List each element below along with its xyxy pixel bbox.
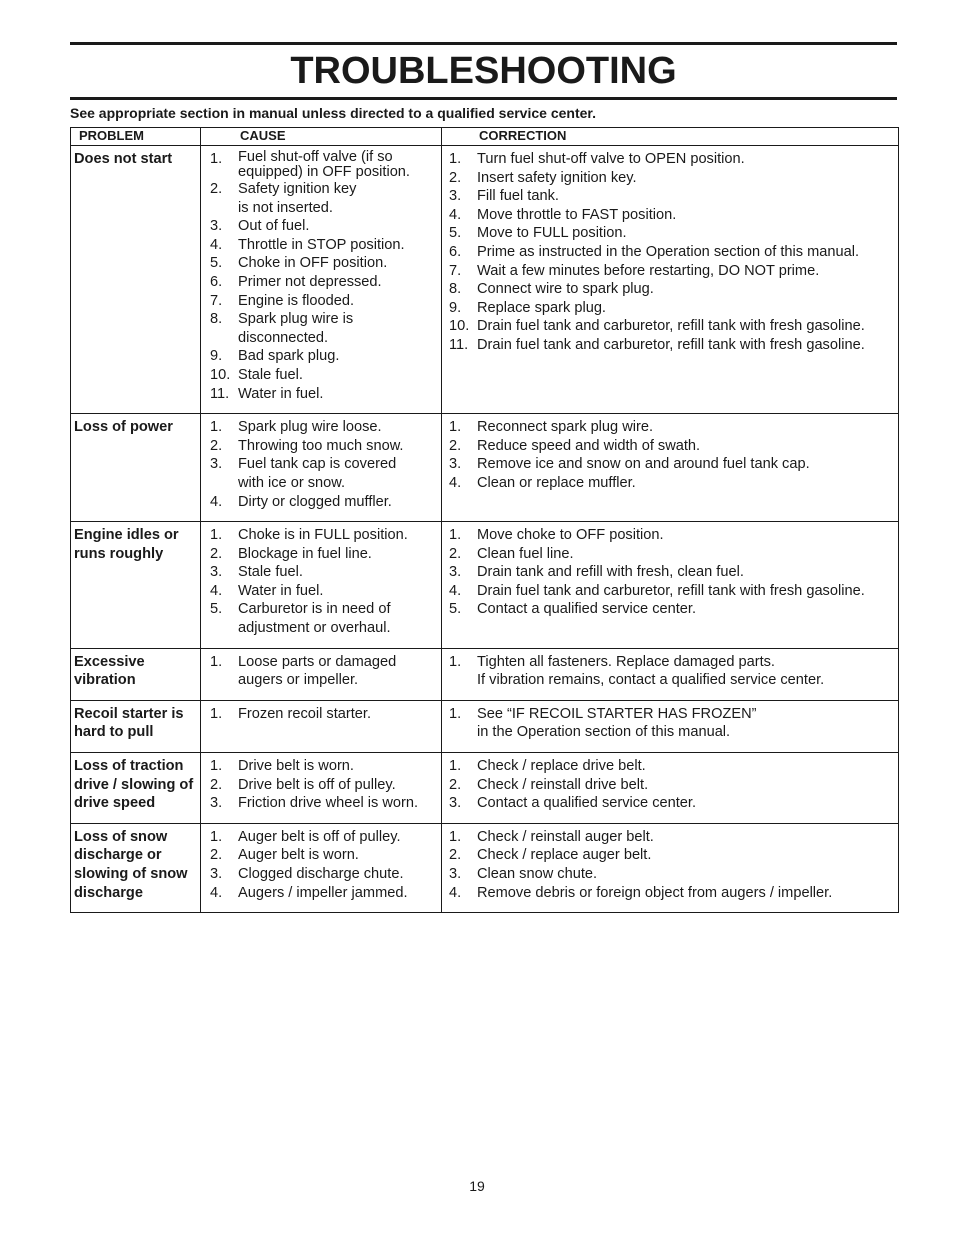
problem-cell: Loss of snow discharge or slowing of snow discharge (71, 823, 201, 912)
cause-item-text: Primer not depressed. (238, 273, 382, 290)
correction-item-number: 4. (449, 206, 462, 223)
correction-item-number: 1. (449, 653, 462, 670)
correction-item-text: Reconnect spark plug wire. (477, 419, 654, 436)
correction-item-number: 1. (449, 828, 462, 845)
correction-item-number: 1. (449, 705, 462, 722)
cause-item (201, 437, 441, 456)
cause-item-number: 7. (210, 292, 223, 309)
cause-item-text: Auger belt is worn. (238, 847, 359, 864)
table-row (71, 823, 899, 912)
correction-item-text: Check / reinstall drive belt. (477, 776, 649, 793)
cause-cell (201, 146, 442, 414)
correction-item (442, 280, 898, 299)
correction-item-number: 3. (449, 564, 462, 581)
correction-item-text: Move to FULL position. (477, 225, 627, 242)
table-row (71, 753, 899, 824)
cause-item-text: Bad spark plug. (238, 348, 340, 365)
correction-item (442, 418, 898, 437)
correction-item-number: 2. (449, 437, 462, 454)
cause-item-text: Choke in OFF position. (238, 255, 388, 272)
correction-item (442, 705, 898, 742)
correction-item-text: Prime as instructed in the Operation section of this manual. (477, 243, 860, 260)
correction-item (442, 150, 898, 169)
cause-item-number: 9. (210, 348, 223, 365)
correction-cell (442, 414, 899, 522)
cause-item-text: Fuel tank cap is covered with ice or snow. (238, 456, 397, 491)
intro-note: See appropriate section in manual unless directed to a qualified service center. (70, 105, 596, 121)
cause-item-text: Stale fuel. (238, 366, 303, 383)
top-rule (70, 42, 897, 45)
cause-cell (201, 700, 442, 752)
correction-item-text: Drain fuel tank and carburetor, refill tank with fresh gasoline. (477, 318, 865, 335)
correction-item-number: 8. (449, 281, 462, 298)
correction-item-text: Replace spark plug. (477, 299, 606, 316)
correction-item (442, 224, 898, 243)
correction-item-number: 9. (449, 299, 462, 316)
correction-item-number: 4. (449, 884, 462, 901)
cause-item (201, 846, 441, 865)
cause-item-text: Spark plug wire is disconnected. (238, 311, 354, 346)
cause-item (201, 254, 441, 273)
correction-item-text: See “IF RECOIL STARTER HAS FROZEN” in the Operation section of this manual. (477, 705, 757, 741)
correction-item (442, 243, 898, 262)
cause-item-text: Drive belt is off of pulley. (238, 776, 396, 793)
cause-item-text: Water in fuel. (238, 582, 324, 599)
cause-item-text: Throttle in STOP position. (238, 236, 405, 253)
cause-item (201, 582, 441, 601)
cause-item-number: 4. (210, 582, 223, 599)
cause-item-text: Choke is in FULL position. (238, 527, 408, 544)
correction-item-text: Remove ice and snow on and around fuel tank cap. (477, 456, 810, 473)
correction-item-number: 1. (449, 527, 462, 544)
problem-cell: Recoil starter is hard to pull (71, 700, 201, 752)
correction-item-text: Check / replace auger belt. (477, 847, 652, 864)
cause-item-number: 1. (210, 151, 223, 167)
cause-item (201, 418, 441, 437)
correction-cell (442, 823, 899, 912)
cause-item (201, 545, 441, 564)
correction-item-text: Wait a few minutes before restarting, DO NOT prime. (477, 262, 820, 279)
cause-item (201, 794, 441, 813)
cause-item-number: 1. (210, 419, 223, 436)
correction-cell (442, 700, 899, 752)
cause-item-number: 1. (210, 828, 223, 845)
correction-item-text: Clean fuel line. (477, 545, 574, 562)
problem-cell: Loss of power (71, 414, 201, 522)
correction-item-number: 1. (449, 151, 462, 167)
correction-item-number: 3. (449, 866, 462, 882)
header-cause: CAUSE (201, 128, 442, 146)
correction-item (442, 336, 898, 355)
cause-item (201, 180, 441, 217)
correction-item-number: 2. (449, 776, 462, 793)
troubleshooting-table (70, 127, 899, 913)
table-row (71, 700, 899, 752)
correction-item-number: 10. (449, 318, 470, 335)
cause-item-number: 1. (210, 653, 223, 670)
cause-item-number: 2. (210, 181, 223, 197)
cause-item (201, 292, 441, 311)
correction-item-text: Turn fuel shut-off valve to OPEN position. (477, 151, 745, 167)
correction-item (442, 206, 898, 225)
header-correction: CORRECTION (442, 128, 899, 146)
cause-list (201, 150, 441, 403)
header-problem: PROBLEM (71, 128, 201, 146)
cause-item-text: Out of fuel. (238, 218, 310, 235)
correction-item (442, 828, 898, 847)
correction-item (442, 455, 898, 474)
correction-item-text: Contact a qualified service center. (477, 795, 697, 812)
cause-item (201, 865, 441, 884)
cause-item-text: Augers / impeller jammed. (238, 884, 408, 901)
correction-item-number: 2. (449, 169, 462, 186)
correction-item (442, 653, 898, 690)
cause-item-number: 10. (210, 366, 231, 383)
correction-item (442, 846, 898, 865)
correction-item (442, 545, 898, 564)
correction-cell (442, 648, 899, 700)
correction-item-text: Fill fuel tank. (477, 188, 559, 205)
correction-item-number: 4. (449, 582, 462, 599)
correction-item-text: Move choke to OFF position. (477, 527, 664, 544)
cause-item-text: Stale fuel. (238, 564, 303, 581)
correction-item-number: 4. (449, 474, 462, 491)
correction-item (442, 299, 898, 318)
correction-item-number: 2. (449, 545, 462, 562)
correction-item-number: 11. (449, 336, 469, 353)
cause-list (201, 526, 441, 638)
correction-item (442, 600, 898, 619)
correction-item (442, 169, 898, 188)
cause-item (201, 653, 441, 690)
cause-cell (201, 414, 442, 522)
correction-list (442, 828, 898, 902)
cause-item-number: 5. (210, 601, 223, 618)
cause-item-text: Carburetor is in need of adjustment or overhaul. (238, 601, 391, 637)
correction-item (442, 187, 898, 206)
cause-item-number: 1. (210, 527, 223, 544)
correction-item-text: Contact a qualified service center. (477, 601, 697, 618)
cause-item-text: Water in fuel. (238, 385, 324, 402)
correction-cell (442, 522, 899, 649)
cause-item-number: 3. (210, 795, 223, 812)
cause-item-text: Clogged discharge chute. (238, 866, 404, 882)
cause-item-number: 4. (210, 493, 223, 510)
cause-item (201, 347, 441, 366)
problem-cell: Excessive vibration (71, 648, 201, 700)
cause-item-number: 11. (210, 385, 230, 402)
cause-item-number: 4. (210, 884, 223, 901)
cause-item (201, 366, 441, 385)
correction-item-number: 1. (449, 758, 462, 775)
correction-item (442, 776, 898, 795)
table-row (71, 414, 899, 522)
cause-item-number: 2. (210, 776, 223, 793)
cause-item-text: Spark plug wire loose. (238, 419, 382, 436)
correction-item (442, 437, 898, 456)
correction-item-number: 5. (449, 601, 462, 618)
cause-item (201, 150, 441, 180)
correction-item (442, 526, 898, 545)
correction-item-text: Check / reinstall auger belt. (477, 828, 654, 845)
cause-item (201, 757, 441, 776)
cause-item-text: Auger belt is off of pulley. (238, 828, 401, 845)
cause-item-text: Drive belt is worn. (238, 758, 354, 775)
correction-item-text: Drain fuel tank and carburetor, refill tank with fresh gasoline. (477, 336, 865, 353)
correction-item-number: 3. (449, 795, 462, 812)
correction-item-text: Clean snow chute. (477, 866, 598, 882)
problem-cell: Does not start (71, 146, 201, 414)
cause-list (201, 653, 441, 690)
cause-item-text: Blockage in fuel line. (238, 545, 372, 562)
problem-cell: Loss of traction drive / slowing of drive speed (71, 753, 201, 824)
cause-item-number: 8. (210, 311, 223, 328)
cause-item (201, 455, 441, 492)
correction-item (442, 794, 898, 813)
cause-item-number: 3. (210, 564, 223, 581)
cause-cell (201, 753, 442, 824)
cause-item-text: Throwing too much snow. (238, 437, 404, 454)
correction-list (442, 705, 898, 742)
cause-list (201, 757, 441, 813)
cause-item-text: Loose parts or damaged augers or impeller. (238, 653, 397, 689)
cause-list (201, 705, 441, 724)
correction-list (442, 757, 898, 813)
cause-item-text: Frozen recoil starter. (238, 705, 372, 722)
correction-item (442, 884, 898, 903)
correction-item (442, 474, 898, 493)
cause-cell (201, 522, 442, 649)
correction-list (442, 150, 898, 355)
correction-item (442, 757, 898, 776)
table-body (71, 146, 899, 913)
table-header-row (71, 128, 899, 146)
correction-item-number: 7. (449, 262, 462, 279)
cause-item-number: 2. (210, 545, 223, 562)
correction-item-number: 6. (449, 243, 462, 260)
correction-item-text: Move throttle to FAST position. (477, 206, 677, 223)
cause-item-text: Friction drive wheel is worn. (238, 795, 419, 812)
correction-item-text: Remove debris or foreign object from augers / impeller. (477, 884, 833, 901)
correction-item-number: 3. (449, 456, 462, 473)
correction-item-number: 5. (449, 225, 462, 242)
correction-list (442, 526, 898, 619)
cause-list (201, 418, 441, 511)
cause-item (201, 828, 441, 847)
table-row (71, 146, 899, 414)
problem-cell: Engine idles or runs roughly (71, 522, 201, 649)
cause-item (201, 385, 441, 404)
correction-list (442, 653, 898, 690)
cause-item (201, 563, 441, 582)
correction-item (442, 582, 898, 601)
correction-item (442, 262, 898, 281)
cause-item-text: Fuel shut-off valve (if so equipped) in OFF position. (238, 149, 410, 180)
correction-item-text: Connect wire to spark plug. (477, 281, 654, 298)
cause-item-number: 5. (210, 255, 223, 272)
cause-item (201, 705, 441, 724)
cause-item-number: 2. (210, 847, 223, 864)
cause-item-number: 6. (210, 273, 223, 290)
cause-item (201, 310, 441, 347)
correction-item-number: 2. (449, 847, 462, 864)
cause-item-text: Dirty or clogged muffler. (238, 493, 392, 510)
cause-cell (201, 648, 442, 700)
correction-item-text: Reduce speed and width of swath. (477, 437, 701, 454)
correction-item-text: Insert safety ignition key. (477, 169, 637, 186)
correction-item-text: Drain fuel tank and carburetor, refill tank with fresh gasoline. (477, 582, 865, 599)
cause-item-number: 4. (210, 236, 223, 253)
correction-item (442, 317, 898, 336)
page-title: TROUBLESHOOTING (290, 50, 677, 92)
correction-item-text: Tighten all fasteners. Replace damaged parts. If vibration remains, contact a qualified service center. (477, 653, 825, 689)
cause-item-number: 1. (210, 758, 223, 775)
cause-item (201, 217, 441, 236)
cause-item (201, 236, 441, 255)
correction-item-text: Drain tank and refill with fresh, clean fuel. (477, 564, 744, 581)
cause-item (201, 776, 441, 795)
cause-item-number: 1. (210, 705, 223, 722)
cause-cell (201, 823, 442, 912)
correction-item-number: 1. (449, 419, 462, 436)
cause-item (201, 884, 441, 903)
cause-item (201, 600, 441, 637)
page-number: 19 (469, 1178, 485, 1194)
correction-item-text: Clean or replace muffler. (477, 474, 636, 491)
correction-list (442, 418, 898, 492)
table-row (71, 522, 899, 649)
correction-item (442, 865, 898, 884)
cause-item-text: Safety ignition key is not inserted. (238, 181, 357, 216)
title-bottom-rule (70, 97, 897, 100)
cause-list (201, 828, 441, 902)
correction-item-text: Check / replace drive belt. (477, 758, 646, 775)
cause-item (201, 273, 441, 292)
correction-item (442, 563, 898, 582)
cause-item-number: 2. (210, 437, 223, 454)
correction-item-number: 3. (449, 188, 462, 205)
correction-cell (442, 753, 899, 824)
cause-item-number: 3. (210, 866, 223, 882)
cause-item (201, 526, 441, 545)
cause-item-number: 3. (210, 456, 223, 473)
cause-item-number: 3. (210, 218, 223, 235)
table-row (71, 648, 899, 700)
correction-cell (442, 146, 899, 414)
cause-item-text: Engine is flooded. (238, 292, 355, 309)
cause-item (201, 493, 441, 512)
